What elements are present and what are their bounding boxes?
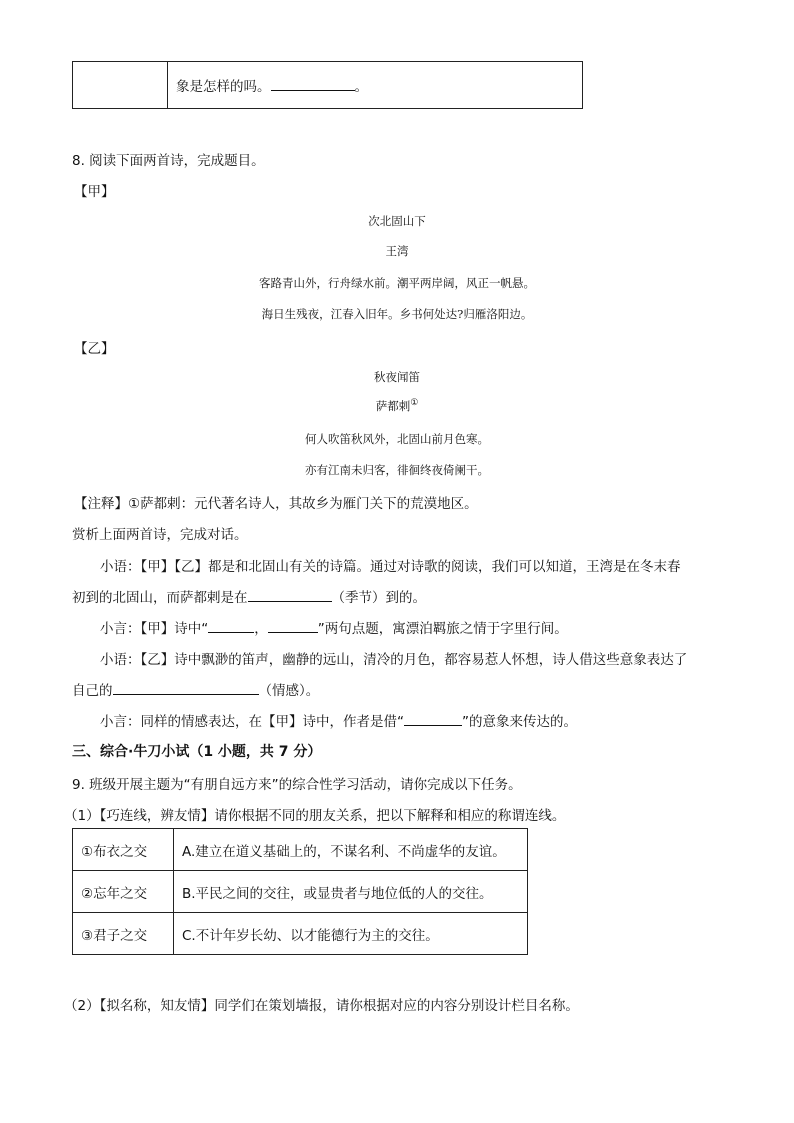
dialogue-1b-pre: 初到的北固山，而萨都剌是在	[72, 590, 248, 606]
table-row	[73, 913, 528, 955]
dialogue-4	[100, 710, 577, 730]
dialogue-3b-pre: 自己的	[72, 683, 113, 699]
dialogue-1a: 小语：【甲】【乙】都是和北固山有关的诗篇。通过对诗歌的阅读，我们可以知道，王湾是在冬末春	[100, 559, 681, 575]
poem2-line1: 何人吹笛秋风外，北固山前月色寒。	[305, 432, 489, 446]
poem1-line2: 海日生残夜，江春入旧年。乡书何处达?归雁洛阳边。	[261, 307, 533, 321]
poem2-title: 秋夜闻笛	[374, 370, 420, 384]
answer-blank-season[interactable]	[248, 588, 332, 602]
label-yi: 【乙】	[74, 341, 115, 357]
dialogue-4-post: ”的意象来传达的。	[462, 714, 577, 730]
dialogue-1b-post: （季节）到的。	[331, 590, 426, 606]
q9-part1: （1）【巧连线，辨友情】请你根据不同的朋友关系，把以下解释和相应的称谓连线。	[64, 808, 566, 824]
dialogue-3a: 小语：【乙】诗中飘渺的笛声，幽静的远山，清冷的月色，都容易惹人怀想，诗人借这些意象表达了	[100, 652, 688, 668]
definition-cell[interactable]: B.平民之间的交往，或显贵者与地位低的人的交往。	[174, 871, 528, 913]
answer-blank-line1[interactable]	[208, 619, 254, 633]
poem2-author-line	[0, 398, 794, 414]
definition-cell[interactable]: A.建立在道义基础上的，不谋名利、不尚虚华的友谊。	[174, 829, 528, 871]
term-cell[interactable]: ③君子之交	[73, 913, 174, 955]
top-table-text: 象是怎样的吗。	[176, 79, 271, 95]
q9-part2: （2）【拟名称，知友情】同学们在策划墙报，请你根据对应的内容分别设计栏目名称。	[64, 998, 579, 1014]
period-mark: 。	[354, 79, 368, 95]
footnote-marker: ①	[410, 398, 419, 409]
label-jia: 【甲】	[74, 184, 115, 200]
dialogue-2	[100, 617, 568, 637]
dialogue-2-pre: 小言：【甲】诗中“	[100, 621, 209, 637]
dialogue-3b-post: （情感）。	[258, 683, 320, 699]
dialogue-2-comma: ，	[254, 621, 268, 637]
table-row	[73, 829, 528, 871]
dialogue-3b	[72, 679, 319, 699]
q8-stem: 8. 阅读下面两首诗，完成题目。	[72, 153, 265, 169]
term-cell[interactable]: ①布衣之交	[73, 829, 174, 871]
dialogue-1b	[72, 586, 426, 606]
answer-blank-emotion[interactable]	[113, 681, 259, 695]
table-row	[73, 871, 528, 913]
annotation: 【注释】①萨都剌：元代著名诗人，其故乡为雁门关下的荒漠地区。	[74, 496, 478, 512]
dialogue-4-pre: 小言：同样的情感表达，在【甲】诗中，作者是借“	[100, 714, 404, 730]
answer-blank-imagery[interactable]	[404, 712, 462, 726]
dialogue-2-post: ”两句点题，寓漂泊羁旅之情于字里行间。	[317, 621, 568, 637]
top-table-right-cell	[168, 62, 583, 109]
top-table-left-cell	[73, 62, 168, 109]
poem1-title: 次北固山下	[368, 214, 426, 228]
poem1-line1: 客路青山外，行舟绿水前。潮平两岸阔，风正一帆悬。	[259, 276, 535, 290]
poem2-author: 萨都剌	[375, 399, 411, 413]
answer-blank-line2[interactable]	[268, 619, 318, 633]
instruction: 赏析上面两首诗，完成对话。	[72, 527, 248, 543]
answer-blank[interactable]	[271, 77, 355, 91]
matching-table	[72, 828, 528, 955]
top-table	[72, 61, 583, 109]
poem2-line2: 亦有江南未归客，徘徊终夜倚阑干。	[305, 463, 489, 477]
section-heading: 三、综合·牛刀小试（1 小题，共 7 分）	[72, 744, 322, 760]
definition-cell[interactable]: C.不计年岁长幼、以才能德行为主的交往。	[174, 913, 528, 955]
q9-stem: 9. 班级开展主题为“有朋自远方来”的综合性学习活动，请你完成以下任务。	[72, 777, 522, 793]
poem1-author: 王湾	[385, 244, 409, 258]
term-cell[interactable]: ②忘年之交	[73, 871, 174, 913]
